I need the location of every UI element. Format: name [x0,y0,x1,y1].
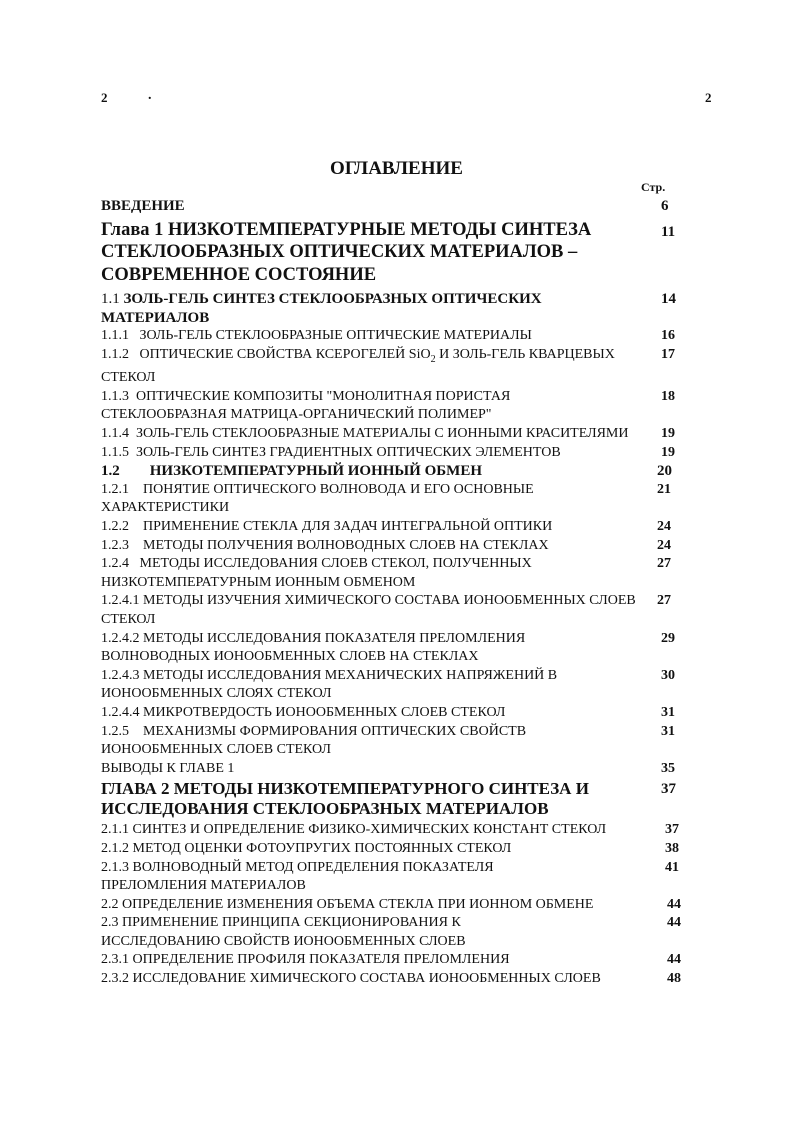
toc-entry-2-3-1[interactable] [101,951,681,970]
toc-entry-number: 1.1.1 [101,328,129,344]
toc-entry-text: Глава 1 НИЗКОТЕМПЕРАТУРНЫЕ МЕТОДЫ СИНТЕЗА СТЕКЛООБРАЗНЫХ ОПТИЧЕСКИХ МАТЕРИАЛОВ – СОВРЕМЕННОЕ СОСТОЯНИЕ [101,219,592,285]
toc-entry-text: 2.1.3 ВОЛНОВОДНЫЙ МЕТОД ОПРЕДЕЛЕНИЯ ПОКАЗАТЕЛЯ ПРЕЛОМЛЕНИЯ МАТЕРИАЛОВ [101,859,494,894]
stray-dot: . [148,88,152,103]
page-number-right: 2 [705,90,712,105]
toc-entry-1-2-4-1[interactable] [101,592,681,629]
toc-entry-introduction[interactable] [101,197,681,216]
toc-entry-number: 1.2 [101,463,120,480]
toc-entry-1-1-5[interactable] [101,444,681,463]
toc-entry-page: 38 [665,840,679,856]
toc-entry-text: 2.1.2 МЕТОД ОЦЕНКИ ФОТОУПРУГИХ ПОСТОЯННЫХ СТЕКОЛ [101,840,512,856]
toc-entry-text: 1.2.4.1 МЕТОДЫ ИЗУЧЕНИЯ ХИМИЧЕСКОГО СОСТАВА ИОНООБМЕННЫХ СЛОЕВ СТЕКОЛ [101,593,636,627]
toc-entry-text: ЗОЛЬ-ГЕЛЬ СТЕКЛООБРАЗНЫЕ ОПТИЧЕСКИЕ МАТЕРИАЛЫ [139,328,532,344]
toc-entry-text: МЕТОДЫ ПОЛУЧЕНИЯ ВОЛНОВОДНЫХ СЛОЕВ НА СТЕКЛАХ [143,537,549,553]
toc-entry-1-2[interactable] [101,462,681,481]
toc-entry-text: ГЛАВА 2 МЕТОДЫ НИЗКОТЕМПЕРАТУРНОГО СИНТЕЗА И ИССЛЕДОВАНИЯ СТЕКЛООБРАЗНЫХ МАТЕРИАЛОВ [101,779,589,819]
toc-entry-subscript: 2 [430,353,436,365]
toc-entry-2-1-2[interactable] [101,840,681,859]
toc-entry-1-2-4-3[interactable] [101,667,681,704]
toc-entry-text: 2.3 ПРИМЕНЕНИЕ ПРИНЦИПА СЕКЦИОНИРОВАНИЯ К ИССЛЕДОВАНИЮ СВОЙСТВ ИОНООБМЕННЫХ СЛОЕВ [101,915,466,949]
toc-entry-2-3[interactable] [101,914,681,951]
toc-entry-number: 1.2.4 [101,556,129,572]
toc-entry-1-1-1[interactable] [101,327,681,346]
toc-entry-text: МЕХАНИЗМЫ ФОРМИРОВАНИЯ ОПТИЧЕСКИХ СВОЙСТВ ИОНООБМЕННЫХ СЛОЕВ СТЕКОЛ [101,723,527,758]
toc-entry-page: 27 [657,593,671,609]
toc-entry-text: 2.2 ОПРЕДЕЛЕНИЕ ИЗМЕНЕНИЯ ОБЪЕМА СТЕКЛА ПРИ ИОННОМ ОБМЕНЕ [101,896,594,912]
toc-entry-number: 1.1.2 [101,346,129,362]
toc-entry-text: ПОНЯТИЕ ОПТИЧЕСКОГО ВОЛНОВОДА И ЕГО ОСНОВНЫЕ ХАРАКТЕРИСТИКИ [101,481,534,516]
toc-entry-page: 18 [661,388,675,404]
toc-entry-1-2-4-2[interactable] [101,630,681,667]
toc-entry-text: 1.2.4.3 МЕТОДЫ ИССЛЕДОВАНИЯ МЕХАНИЧЕСКИХ НАПРЯЖЕНИЙ В ИОНООБМЕННЫХ СЛОЯХ СТЕКОЛ [101,667,558,702]
toc-entry-page: 14 [661,291,676,308]
toc-entry-text: ВЫВОДЫ К ГЛАВЕ 1 [101,760,235,776]
toc-entry-text: ЗОЛЬ-ГЕЛЬ СИНТЕЗ СТЕКЛООБРАЗНЫХ ОПТИЧЕСКИХ МАТЕРИАЛОВ [101,291,542,326]
toc-entry-number: 1.1.4 [101,426,129,442]
table-of-contents [101,197,681,989]
toc-entry-text: ОПТИЧЕСКИЕ СВОЙСТВА КСЕРОГЕЛЕЙ SiO [139,346,431,362]
toc-entry-page: 44 [667,896,681,912]
toc-entry-2-3-2[interactable] [101,970,681,989]
toc-entry-text: 2.3.2 ИССЛЕДОВАНИЕ ХИМИЧЕСКОГО СОСТАВА ИОНООБМЕННЫХ СЛОЕВ [101,971,601,987]
toc-entry-1-1-3[interactable] [101,388,681,425]
toc-entry-chapter-2[interactable] [101,779,681,819]
toc-entry-1-2-1[interactable] [101,481,681,518]
toc-entry-page: 11 [661,223,676,240]
toc-entry-text: МЕТОДЫ ИССЛЕДОВАНИЯ СЛОЕВ СТЕКОЛ, ПОЛУЧЕННЫХ НИЗКОТЕМПЕРАТУРНЫМ ИОННЫМ ОБМЕНОМ [101,556,532,590]
toc-entry-page: 24 [657,537,671,553]
toc-entry-1-1[interactable] [101,290,681,327]
toc-entry-page: 44 [667,915,681,931]
toc-entry-2-1-3[interactable] [101,859,681,896]
toc-entry-chapter-1[interactable] [101,219,681,287]
toc-entry-number: 1.1.3 [101,388,129,404]
toc-entry-2-1-1[interactable] [101,821,681,840]
toc-entry-1-2-2[interactable] [101,518,681,537]
toc-entry-page: 44 [667,952,681,968]
toc-entry-text: 1.2.4.2 МЕТОДЫ ИССЛЕДОВАНИЯ ПОКАЗАТЕЛЯ ПРЕЛОМЛЕНИЯ ВОЛНОВОДНЫХ ИОНООБМЕННЫХ СЛОЕВ НА СТЕКЛАХ [101,630,526,665]
toc-entry-page: 20 [657,463,672,480]
toc-entry-number: 1.1.5 [101,444,129,460]
toc-entry-text: 2.1.1 СИНТЕЗ И ОПРЕДЕЛЕНИЕ ФИЗИКО-ХИМИЧЕСКИХ КОНСТАНТ СТЕКОЛ [101,822,607,838]
toc-entry-number: 1.2.5 [101,723,129,739]
toc-entry-text: 1.2.4.4 МИКРОТВЕРДОСТЬ ИОНООБМЕННЫХ СЛОЕВ СТЕКОЛ [101,704,506,720]
toc-title: ОГЛАВЛЕНИЕ [330,158,463,179]
toc-entry-page: 24 [657,519,671,535]
toc-entry-page: 19 [661,426,675,442]
toc-entry-number: 1.2.2 [101,519,129,535]
toc-entry-number: 1.2.1 [101,481,129,497]
toc-entry-page: 37 [661,781,676,798]
toc-entry-1-2-3[interactable] [101,537,681,556]
toc-entry-1-2-4[interactable] [101,555,681,592]
toc-entry-page: 37 [665,822,679,838]
toc-entry-page: 31 [661,723,675,739]
toc-entry-page: 6 [661,198,669,214]
toc-entry-text: НИЗКОТЕМПЕРАТУРНЫЙ ИОННЫЙ ОБМЕН [149,463,482,480]
toc-entry-text: ВВЕДЕНИЕ [101,198,185,214]
toc-entry-number: 1.1 [101,291,120,308]
toc-entry-page: 35 [661,760,675,776]
toc-entry-page: 27 [657,556,671,572]
toc-entry-page: 31 [661,704,675,720]
toc-entry-text: ЗОЛЬ-ГЕЛЬ СИНТЕЗ ГРАДИЕНТНЫХ ОПТИЧЕСКИХ ЭЛЕМЕНТОВ [136,444,561,460]
toc-entry-text: ПРИМЕНЕНИЕ СТЕКЛА ДЛЯ ЗАДАЧ ИНТЕГРАЛЬНОЙ ОПТИКИ [143,519,553,535]
toc-entry-text-cont: И ЗОЛЬ-ГЕЛЬ КВАРЦЕВЫХ СТЕКОЛ [101,346,615,386]
toc-entry-1-1-4[interactable] [101,425,681,444]
toc-entry-1-1-2[interactable] [101,346,681,388]
toc-entry-2-2[interactable] [101,896,681,915]
toc-entry-page: 41 [665,859,679,875]
toc-entry-page: 30 [661,667,675,683]
toc-entry-page: 16 [661,328,675,344]
toc-entry-page: 17 [661,346,675,362]
page-number-left: 2 [101,90,108,105]
toc-entry-text: ОПТИЧЕСКИЕ КОМПОЗИТЫ "МОНОЛИТНАЯ ПОРИСТАЯ СТЕКЛООБРАЗНАЯ МАТРИЦА-ОРГАНИЧЕСКИЙ ПОЛИМЕР" [101,388,511,423]
page-column-label: Стр. [641,180,666,194]
toc-entry-page: 21 [657,481,671,497]
toc-entry-text: ЗОЛЬ-ГЕЛЬ СТЕКЛООБРАЗНЫЕ МАТЕРИАЛЫ С ИОННЫМИ КРАСИТЕЛЯМИ [136,426,629,442]
toc-entry-text: 2.3.1 ОПРЕДЕЛЕНИЕ ПРОФИЛЯ ПОКАЗАТЕЛЯ ПРЕЛОМЛЕНИЯ [101,952,510,968]
toc-entry-page: 29 [661,630,675,646]
toc-entry-1-2-4-4[interactable] [101,704,681,723]
toc-entry-number: 1.2.3 [101,537,129,553]
toc-entry-page: 19 [661,444,675,460]
toc-entry-1-2-5[interactable] [101,723,681,760]
toc-entry-page: 48 [667,971,681,987]
toc-entry-conclusions-1[interactable] [101,760,681,779]
